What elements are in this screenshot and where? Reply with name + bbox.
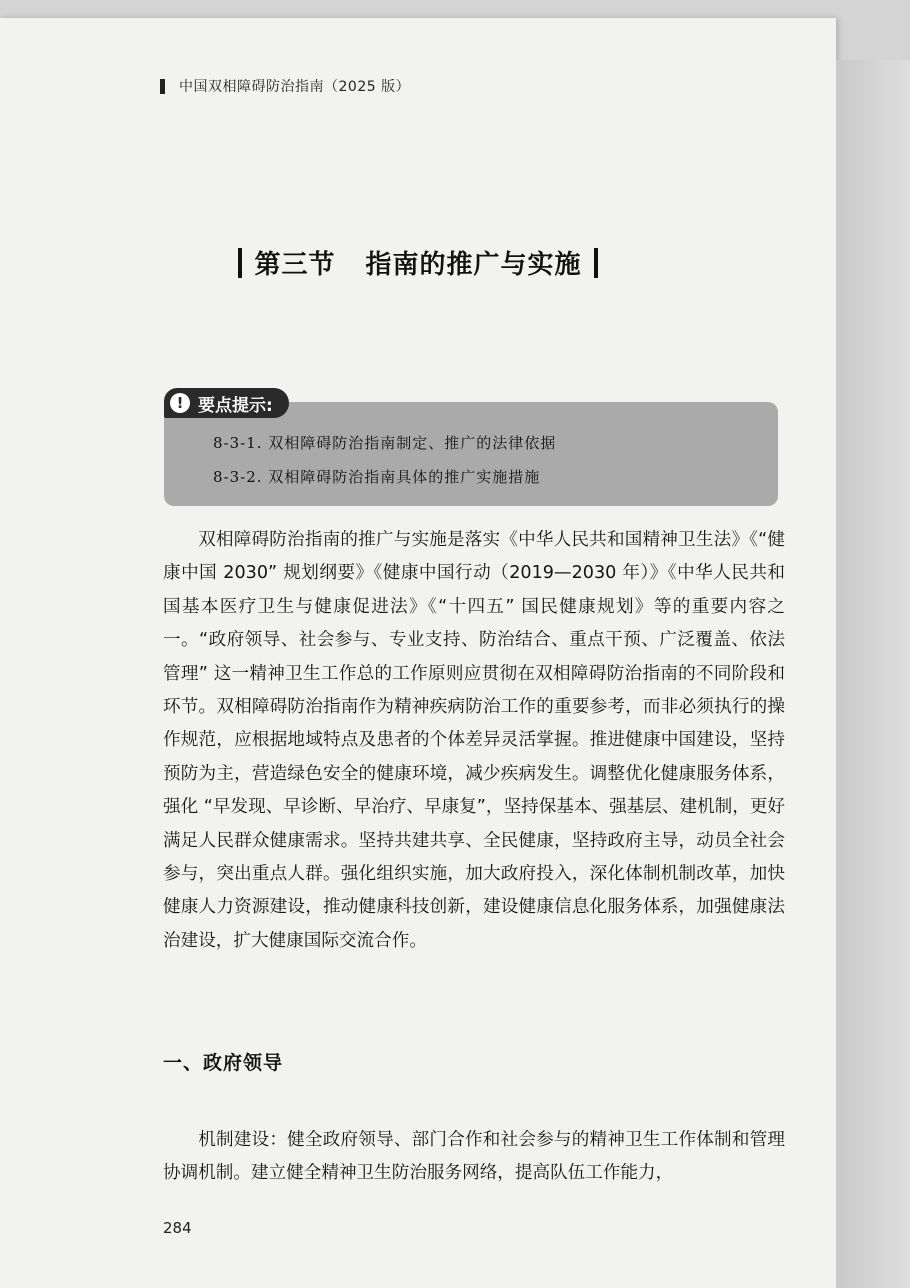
- keypoints-tab: [164, 388, 289, 418]
- header-marker: [160, 79, 165, 94]
- running-header: [160, 76, 410, 96]
- keypoints-label: 要点提示:: [198, 395, 273, 416]
- paragraph-mechanism: 机制建设：健全政府领导、部门合作和社会参与的精神卫生工作体制和管理协调机制。建立健全精神卫生防治服务网络，提高队伍工作能力，: [163, 1130, 785, 1184]
- running-header-text: 中国双相障碍防治指南（2025 版）: [179, 79, 411, 95]
- keypoint-item: 8-3-2. 双相障碍防治指南具体的推广实施措施: [213, 468, 541, 486]
- title-right-bar: [594, 248, 598, 278]
- page-edge-shadow: [836, 60, 910, 1288]
- title-left-bar: [238, 248, 242, 278]
- subheading: 一、政府领导: [163, 1052, 284, 1074]
- section-number: 第三节: [254, 250, 336, 280]
- paragraph-intro: 双相障碍防治指南的推广与实施是落实《中华人民共和国精神卫生法》《“健康中国 2030” 规划纲要》《健康中国行动（2019—2030 年）》《中华人民共和国基本医疗卫生与健康促进法》《“十四五” 国民健康规划》等的重要内容之一。“政府领导、社会参与、专业支持、防治结合、重点干预、广泛覆盖、依法管理” 这一精神卫生工作总的工作原则应贯彻在双相障碍防治指南的不同阶段和环节。双相障碍防治指南作为精神疾病防治工作的重要参考，而非必须执行的操作规范，应根据地域特点及患者的个体差异灵活掌握。推进健康中国建设，坚持预防为主，营造绿色安全的健康环境，减少疾病发生。调整优化健康服务体系，强化 “早发现、早诊断、早治疗、早康复”，坚持保基本、强基层、建机制，更好满足人民群众健康需求。坚持共建共享、全民健康，坚持政府主导，动员全社会参与，突出重点人群。强化组织实施，加大政府投入，深化体制机制改革，加快健康人力资源建设，推动健康科技创新，建设健康信息化服务体系，加强健康法治建设，扩大健康国际交流合作。: [163, 530, 786, 951]
- exclamation-icon: !: [170, 393, 190, 413]
- section-title: [0, 244, 836, 281]
- section-heading: 指南的推广与实施: [365, 250, 582, 280]
- keypoint-item: 8-3-1. 双相障碍防治指南制定、推广的法律依据: [213, 434, 557, 452]
- page-number: 284: [163, 1219, 192, 1237]
